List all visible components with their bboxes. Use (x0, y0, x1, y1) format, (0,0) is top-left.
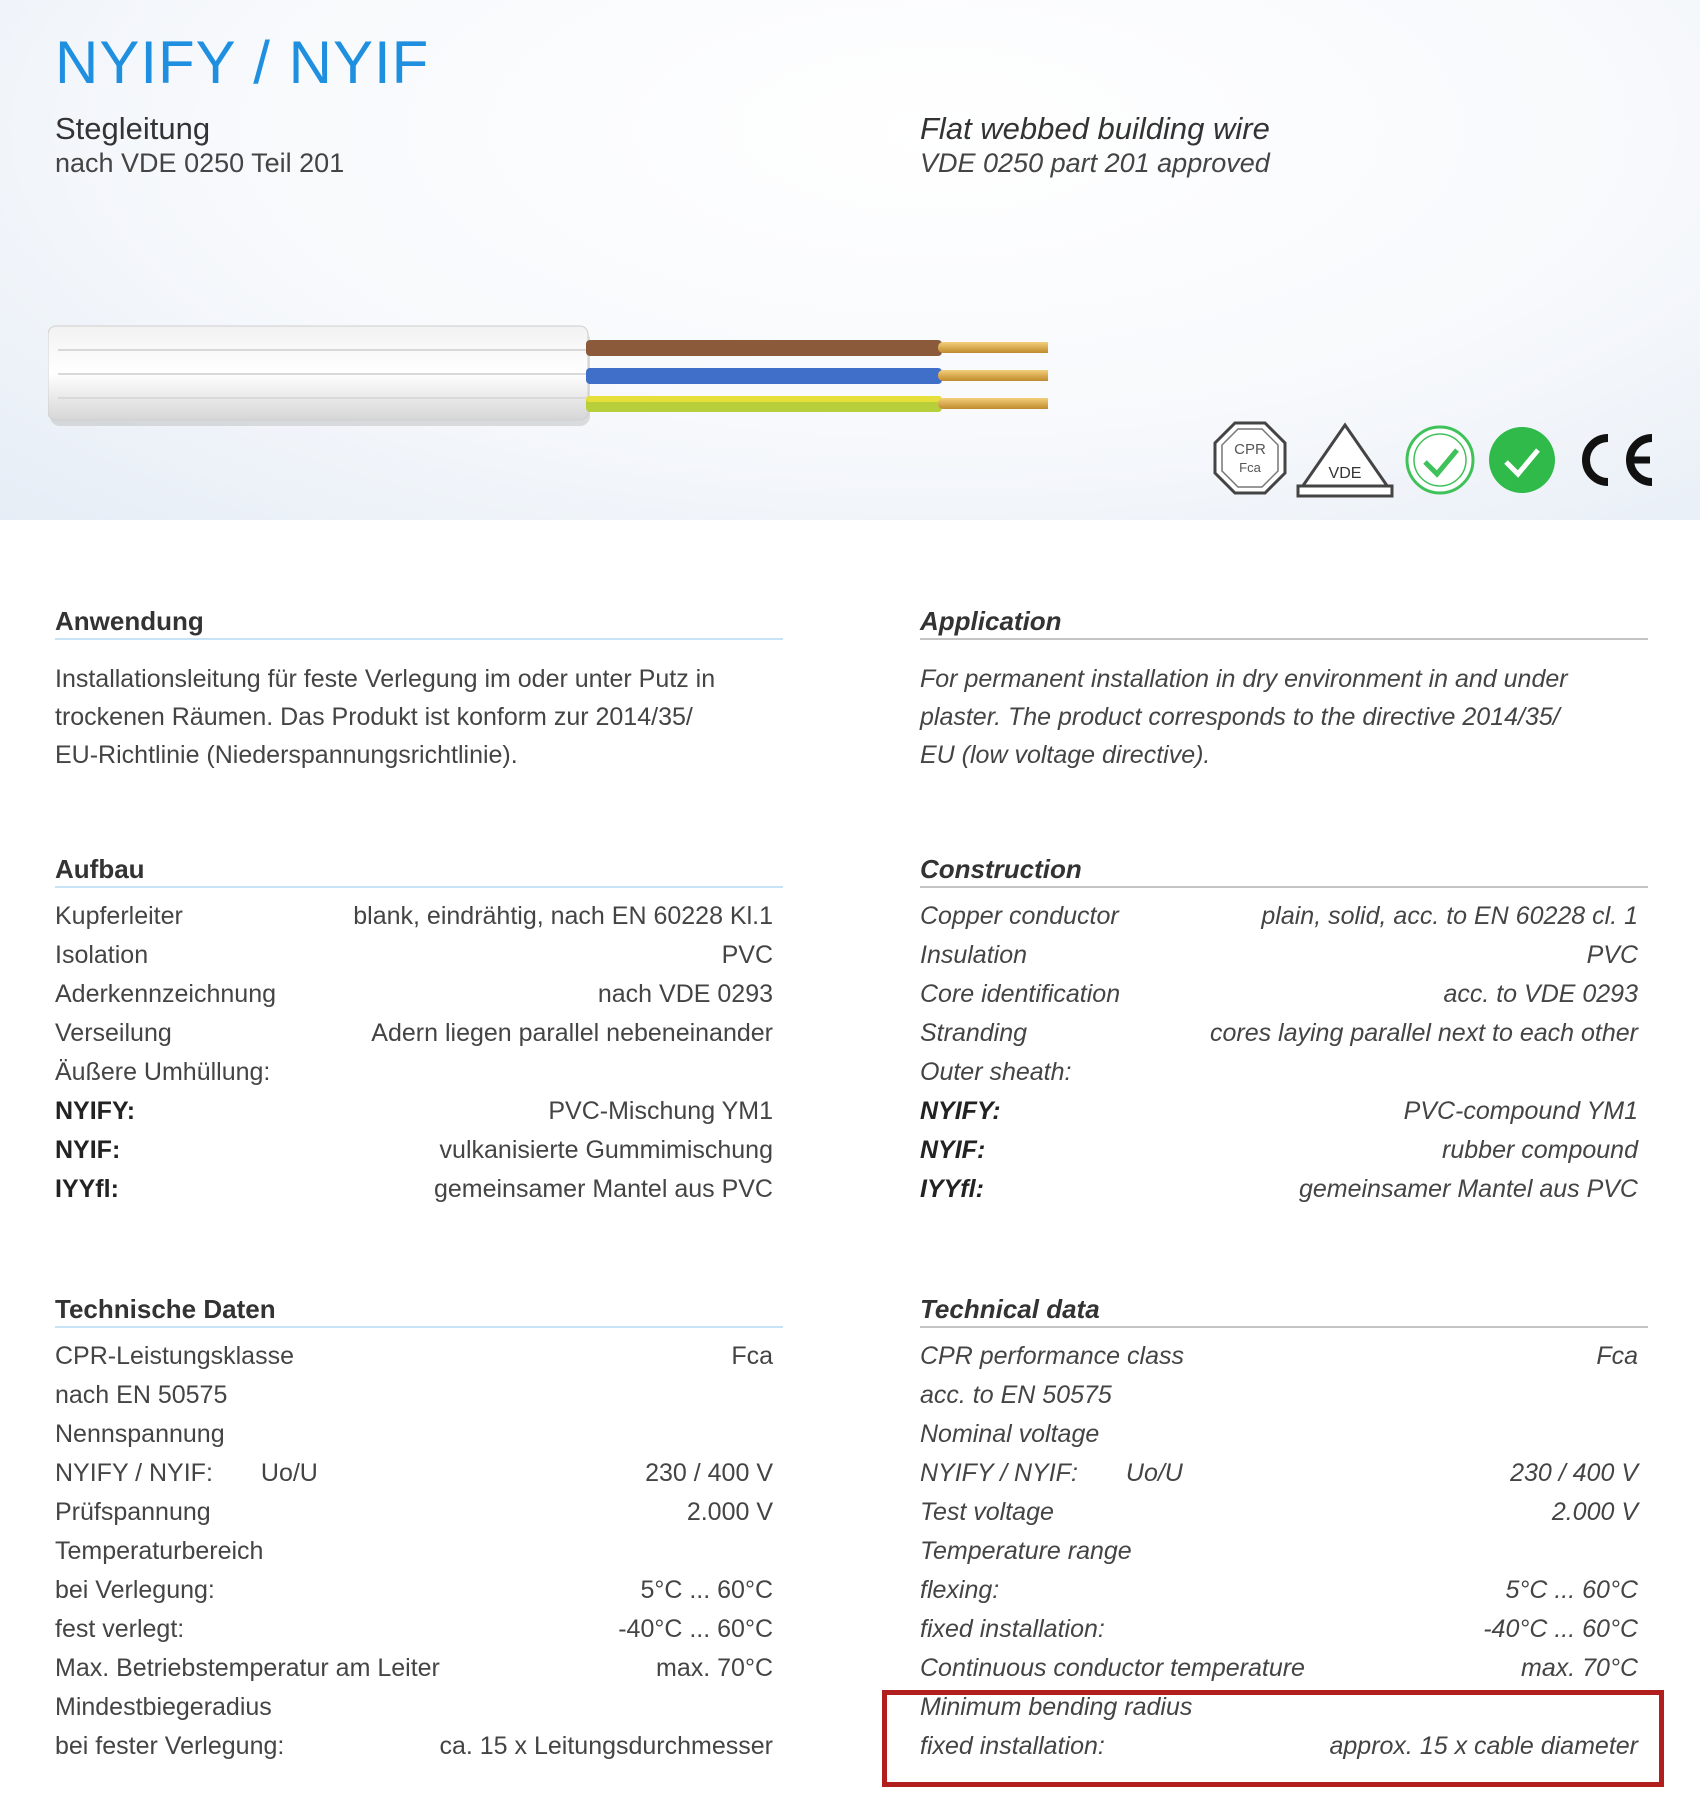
reach-icon (1489, 427, 1555, 493)
cpr-fca-icon (1215, 423, 1285, 493)
spec-key-label: NYIFY: (55, 1097, 136, 1125)
spec-key (920, 1019, 1027, 1048)
spec-value: acc. to VDE 0293 (1443, 980, 1638, 1008)
subtitle-en-sub: VDE 0250 part 201 approved (920, 148, 1270, 178)
spec-key-label: bei Verlegung: (55, 1576, 215, 1604)
spec-row (920, 1136, 1638, 1175)
product-title: NYIFY / NYIF (55, 29, 430, 96)
technische-daten-rows (55, 1342, 773, 1771)
spec-key (55, 1537, 263, 1566)
subtitle-en (920, 112, 1270, 180)
section-rule-application (920, 638, 1648, 640)
spec-value: 5°C ... 60°C (1505, 1576, 1638, 1604)
spec-row (920, 902, 1638, 941)
spec-row (920, 980, 1638, 1019)
spec-key-label: fixed installation: (920, 1732, 1105, 1760)
spec-row (920, 1498, 1638, 1537)
spec-row (55, 1537, 773, 1576)
spec-value: rubber compound (1442, 1136, 1638, 1164)
spec-unit-label: Uo/U (1125, 1459, 1183, 1487)
spec-row (920, 1654, 1638, 1693)
spec-key-label: CPR performance class (920, 1342, 1184, 1370)
spec-row (920, 1019, 1638, 1058)
spec-row (55, 1175, 773, 1214)
spec-key-label: Verseilung (55, 1019, 172, 1047)
spec-row (920, 1097, 1638, 1136)
spec-row (920, 1420, 1638, 1459)
spec-key (920, 1420, 1099, 1449)
svg-text:CPR: CPR (1234, 441, 1266, 458)
section-title-technical-data: Technical data (920, 1294, 1100, 1324)
spec-value: PVC (721, 941, 773, 969)
spec-key-label: NYIFY: (920, 1097, 1001, 1125)
spec-key-label: Stranding (920, 1019, 1028, 1047)
spec-row (55, 1693, 773, 1732)
section-rule-technical-data (920, 1326, 1648, 1328)
spec-key (920, 1342, 1184, 1371)
section-rule-construction (920, 886, 1648, 888)
spec-key-label: NYIF: (55, 1136, 121, 1164)
spec-key-label: IYYfl: (55, 1175, 119, 1203)
spec-key-label: bei fester Verlegung: (55, 1732, 285, 1760)
spec-key-label: Isolation (55, 941, 149, 969)
spec-key-label: Aderkennzeichnung (55, 980, 276, 1008)
rohs-icon (1407, 427, 1473, 493)
spec-value: max. 70°C (1521, 1654, 1638, 1682)
spec-value: -40°C ... 60°C (618, 1615, 773, 1643)
spec-key (55, 980, 276, 1009)
spec-value: nach VDE 0293 (597, 980, 773, 1008)
spec-key-label: Kupferleiter (55, 902, 183, 930)
spec-key-label: NYIF: (920, 1136, 986, 1164)
spec-key (55, 1654, 440, 1683)
section-title-anwendung: Anwendung (55, 606, 204, 636)
spec-value: vulkanisierte Gummimischung (439, 1136, 773, 1164)
spec-value: ca. 15 x Leitungsdurchmesser (439, 1732, 773, 1760)
spec-key (55, 1342, 294, 1371)
spec-row (920, 1576, 1638, 1615)
spec-key (920, 1537, 1132, 1566)
spec-value: Fca (731, 1342, 773, 1370)
anwendung-line: EU-Richtlinie (Niederspannungsrichtlinie). (55, 741, 518, 769)
spec-value: 5°C ... 60°C (640, 1576, 773, 1604)
spec-key (55, 1576, 215, 1605)
spec-key (55, 1693, 272, 1722)
section-rule-technische-daten (55, 1326, 783, 1328)
spec-key-label: Temperaturbereich (55, 1537, 264, 1565)
section-rule-anwendung (55, 638, 783, 640)
spec-key-label: Äußere Umhüllung: (55, 1058, 271, 1086)
spec-key (55, 1097, 135, 1126)
spec-key (920, 902, 1119, 931)
spec-row (55, 1498, 773, 1537)
spec-key (920, 1654, 1305, 1683)
spec-value: plain, solid, acc. to EN 60228 cl. 1 (1261, 902, 1638, 930)
section-title-technische-daten: Technische Daten (55, 1294, 276, 1324)
spec-row (55, 1097, 773, 1136)
spec-key (55, 902, 183, 931)
spec-key (920, 1058, 1071, 1087)
construction-rows (920, 902, 1638, 1214)
spec-row (55, 902, 773, 941)
svg-text:Fca: Fca (1239, 460, 1261, 475)
spec-key-label: Nominal voltage (920, 1420, 1100, 1448)
spec-key-label: nach EN 50575 (55, 1381, 228, 1409)
ce-mark-icon (1586, 438, 1652, 482)
spec-key (920, 1498, 1054, 1527)
spec-key-label: fixed installation: (920, 1615, 1105, 1643)
spec-value: approx. 15 x cable diameter (1329, 1732, 1638, 1760)
spec-row (920, 941, 1638, 980)
spec-key (55, 1420, 225, 1449)
spec-key (55, 1498, 211, 1527)
spec-row (55, 1136, 773, 1175)
svg-text:VDE: VDE (1328, 465, 1362, 482)
spec-key-label: Test voltage (920, 1498, 1054, 1526)
section-title-aufbau: Aufbau (55, 854, 145, 884)
spec-value: max. 70°C (656, 1654, 773, 1682)
spec-key (920, 1576, 999, 1605)
spec-key (55, 1732, 284, 1761)
spec-row (55, 941, 773, 980)
spec-row (920, 1342, 1638, 1381)
spec-key (920, 1097, 1001, 1126)
spec-key-label: NYIFY / NYIF: (55, 1459, 213, 1487)
cable-image (48, 310, 1048, 450)
spec-key (55, 1058, 270, 1087)
spec-key-label: CPR-Leistungsklasse (55, 1342, 294, 1370)
spec-row (55, 1459, 773, 1498)
subtitle-de (55, 112, 344, 180)
spec-unit-label: Uo/U (260, 1459, 318, 1487)
spec-key-label: Nennspannung (55, 1420, 225, 1448)
spec-row (920, 1459, 1638, 1498)
spec-value: 230 / 400 V (645, 1459, 773, 1487)
highlight-box (882, 1690, 1664, 1787)
spec-row (55, 1019, 773, 1058)
subtitle-de-main: Stegleitung (55, 111, 211, 146)
spec-value: Fca (1596, 1342, 1638, 1370)
spec-value: gemeinsamer Mantel aus PVC (433, 1175, 773, 1203)
vde-icon (1298, 425, 1392, 496)
spec-row (55, 1576, 773, 1615)
spec-row (920, 1537, 1638, 1576)
spec-key (920, 1175, 984, 1204)
subtitle-de-sub: nach VDE 0250 Teil 201 (55, 148, 345, 178)
application-line: EU (low voltage directive). (920, 741, 1211, 769)
spec-row (920, 1615, 1638, 1654)
spec-key-label: fest verlegt: (55, 1615, 185, 1643)
spec-row (55, 1420, 773, 1459)
spec-value: PVC (1586, 941, 1638, 969)
spec-key (920, 941, 1027, 970)
spec-key (55, 1136, 120, 1165)
spec-value: 230 / 400 V (1510, 1459, 1638, 1487)
section-rule-aufbau (55, 886, 783, 888)
spec-key (55, 1459, 318, 1488)
certification-logos (1210, 420, 1660, 510)
application-text (920, 660, 1655, 774)
spec-key-label: IYYfl: (920, 1175, 984, 1203)
spec-key (920, 1459, 1183, 1488)
spec-key (920, 1136, 985, 1165)
anwendung-line: trockenen Räumen. Das Produkt ist konform zur 2014/35/ (55, 703, 693, 731)
aufbau-rows (55, 902, 773, 1214)
spec-key-label: Max. Betriebstemperatur am Leiter (55, 1654, 440, 1682)
spec-value: cores laying parallel next to each other (1209, 1019, 1638, 1047)
spec-key-label: flexing: (920, 1576, 1000, 1604)
spec-key-label: Outer sheath: (920, 1058, 1072, 1086)
application-line: For permanent installation in dry environment in and under (920, 665, 1568, 693)
spec-value: PVC-compound YM1 (1403, 1097, 1638, 1125)
subtitle-en-main: Flat webbed building wire (920, 111, 1270, 146)
spec-key (55, 1019, 172, 1048)
spec-key (920, 1615, 1105, 1644)
spec-key (55, 1615, 184, 1644)
spec-value: -40°C ... 60°C (1483, 1615, 1638, 1643)
spec-value: 2.000 V (1551, 1498, 1638, 1526)
spec-row (55, 1732, 773, 1771)
spec-row (55, 1654, 773, 1693)
spec-value: Adern liegen parallel nebeneinander (371, 1019, 773, 1047)
spec-row (920, 1058, 1638, 1097)
application-line: plaster. The product corresponds to the directive 2014/35/ (920, 703, 1560, 731)
anwendung-line: Installationsleitung für feste Verlegung im oder unter Putz in (55, 665, 716, 693)
spec-key-label: Insulation (920, 941, 1028, 969)
anwendung-text (55, 660, 790, 774)
spec-key-label: Minimum bending radius (920, 1693, 1193, 1721)
spec-row (55, 1615, 773, 1654)
spec-key-label: NYIFY / NYIF: (920, 1459, 1078, 1487)
section-title-construction: Construction (920, 854, 1082, 884)
spec-key (920, 980, 1120, 1009)
spec-value: PVC-Mischung YM1 (548, 1097, 773, 1125)
spec-value: blank, eindrähtig, nach EN 60228 Kl.1 (353, 902, 773, 930)
spec-key-label: Continuous conductor temperature (920, 1654, 1305, 1682)
spec-row (55, 1058, 773, 1097)
spec-value: gemeinsamer Mantel aus PVC (1298, 1175, 1638, 1203)
spec-row (920, 1175, 1638, 1214)
spec-key (55, 941, 148, 970)
spec-value: 2.000 V (686, 1498, 773, 1526)
spec-key-label: Temperature range (920, 1537, 1132, 1565)
spec-key-label: acc. to EN 50575 (920, 1381, 1112, 1409)
section-title-application: Application (920, 606, 1062, 636)
spec-key (920, 1381, 1112, 1410)
spec-key (55, 1381, 227, 1410)
spec-key-label: Copper conductor (920, 902, 1119, 930)
spec-key-label: Core identification (920, 980, 1121, 1008)
spec-key-label: Prüfspannung (55, 1498, 211, 1526)
spec-row (55, 1381, 773, 1420)
spec-key-label: Mindestbiegeradius (55, 1693, 272, 1721)
spec-row (55, 1342, 773, 1381)
spec-row (55, 980, 773, 1019)
spec-row (920, 1381, 1638, 1420)
spec-key (55, 1175, 119, 1204)
